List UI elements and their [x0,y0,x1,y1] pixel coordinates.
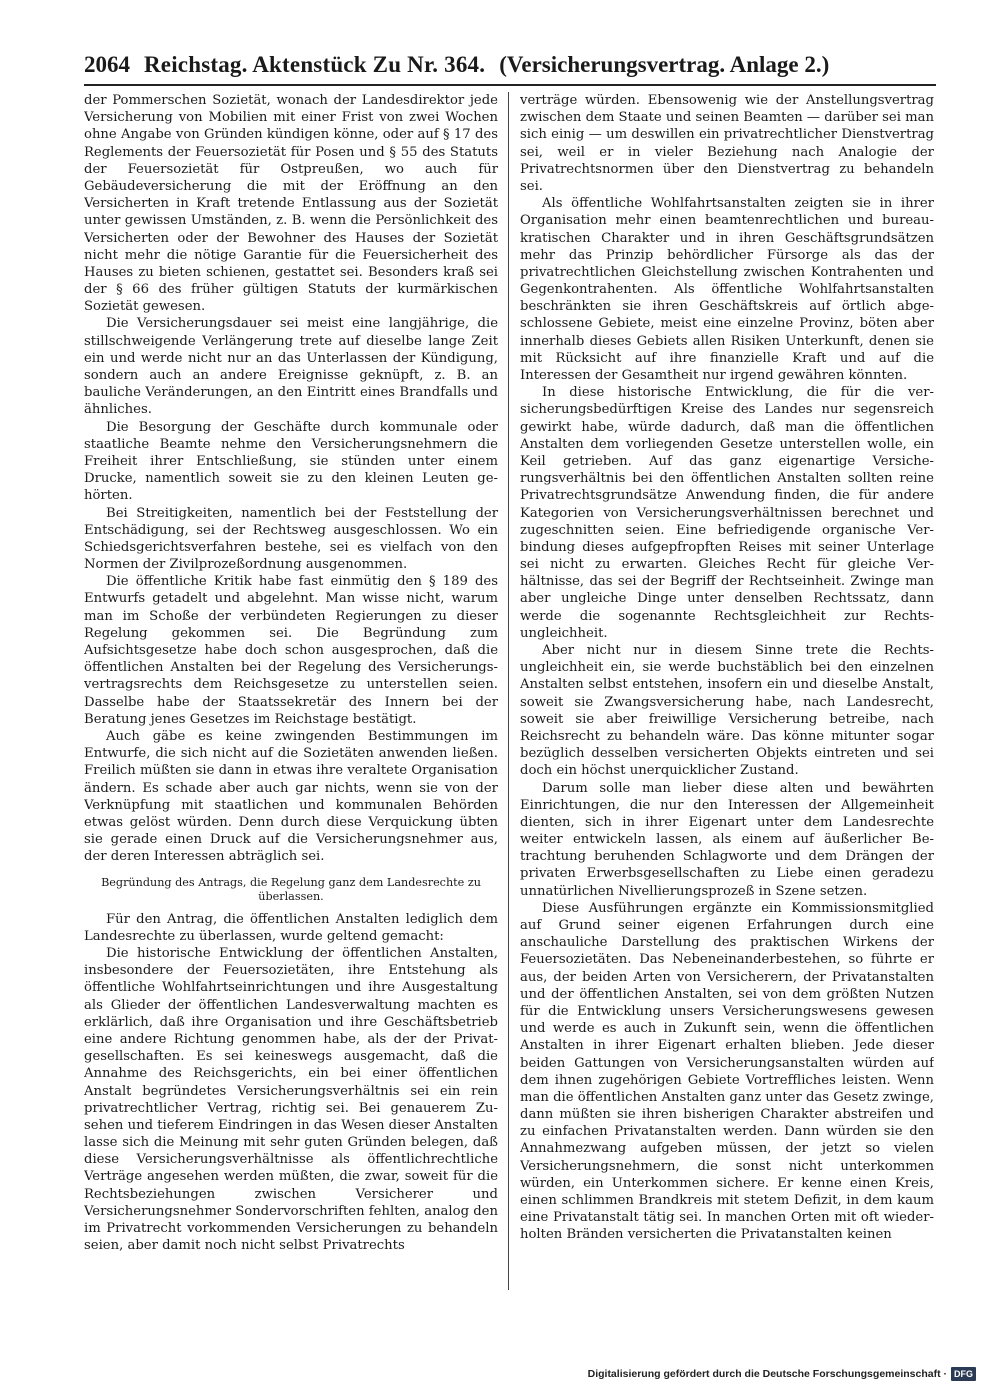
paragraph: der Pommerschen Sozietät, wonach der Landesdirektor jede Versicherung von Mobilien mit einer Frist von zwei Wochen ohne Angabe von Gründen kündigen könne, oder auf § 17 des Reglements der Feuersozietät für Posen und § 55 des Statuts der Feuersozietät für Ostpreußen, wo auch für Gebäudeversicherung die mit der Eröffnung an den Versicherten in Kraft tretende Entlassung aus der Sozietät unter gewissen Umständen, z. B. wenn die Persönlichkeit des Versicherten oder der Bewohner des Hauses der Sozietät nicht mehr die nötige Garantie für die Feuersicherheit des Hauses zu bieten schienen, gestattet sei. Besonders kraß sei der § 66 des früher gültigen Statuts der kurmärkischen Sozietät gewesen. [84,93,498,315]
header-title: Reichstag. Aktenstück Zu Nr. 364. [144,52,486,77]
paragraph: Bei Streitigkeiten, namentlich bei der Feststellung der Entschädigung, sei der Rechtsweg ausgeschlossen. Wo ein Schiedsgerichtsverfahren bestehe, sei es vielfach von den Normen der Zivilprozeßordnung ausgenommen. [84,505,498,573]
paragraph: Die Besorgung der Geschäfte durch kommunale oder staatliche Beamte nehme den Versicherungsnehmern die Freiheit ihrer Entschließung, sie stünden unter einem Drucke, namentlich soweit sie zu den kleinen Leuten gehörten. [84,419,498,504]
paragraph: Die öffentliche Kritik habe fast einmütig den § 189 des Entwurfs getadelt und abgelehnt. Man wisse nicht, warum man im Schoße der verbündeten Regierungen zu dieser Regelung gekommen sei. Die Begründung zum Aufsichtsgesetze habe doch schon ausgesprochen, daß die öffentlichen Anstalten bei der Regelung des Versicherungsvertragsrechts dem Reichsgesetze zu unterstellen seien. Dasselbe habe der Staatssekretär des Innern bei der Beratung jenes Gesetzes im Reichstage bestätigt. [84,574,498,727]
paragraph: Als öffentliche Wohlfahrtsanstalten zeigten sie in ihrer Organisation mehr einen beamtenrechtlichen und bureaukratischen Charakter und in ihren Geschäftsgrundsätzen mehr das Prinzip behördlicher Fürsorge als das der privatrechtlichen Gleichstellung zwischen Kontrahenten und Gegenkontrahenten. Als öffentliche Wohlfahrtsanstalten beschränkten sie ihren Geschäftskreis auf örtlich abgeschlossene Gebiete, meist eine einzelne Provinz, böten aber innerhalb dieses Gebiets allen Risiken Unterkunft, denen sie mit Rücksicht auf ihre finanzielle Kraft und auf die Interessen der Gesamtheit nur irgend gewähren könnten. [520,196,934,383]
paragraph: In diese historische Entwicklung, die für die versicherungsbedürftigen Kreise des Landes nur segensreich gewirkt habe, würde dadurch, daß man die öffentlichen Anstalten dem vorliegenden Gesetze unterstellen wolle, ein Keil getrieben. Auf das ganz eigenartige Versicherungsverhältnis bei den öffentlichen Anstalten sollten reine Privatrechtsgrundsätze Anwendung finden, die für andere Kategorien von Versicherungsverhältnissen berechnet und zugeschnitten seien. Eine befriedigende organische Verbindung dieses aufgepfropften Reises mit seiner Unterlage sei nicht zu erwarten. Gleiches Recht für gleiche Verhältnisse, das sei der Begriff der Rechtseinheit. Zwinge man aber ungleiche Dinge unter denselben Rechtssatz, dann werde die sogenannte Rechtsgleichheit zur Rechtsungleichheit. [520,385,934,641]
paragraph: Für den Antrag, die öffentlichen Anstalten lediglich dem Landesrechte zu überlassen, wurde geltend gemacht: [84,911,498,944]
paragraph: Auch gäbe es keine zwingenden Bestimmungen im Entwurfe, die sich nicht auf die Sozietäten anwenden ließen. Freilich müßten sie dann in etwas ihre veraltete Organisation ändern. Es schade aber auch gar nichts, wenn sie von der Verknüpfung mit staatlichen und kommunalen Behörden etwas gelöst würden. Denn durch diese Verquickung übten sie gerade einen Druck auf die Versicherungsnehmer aus, der deren Interessen abträglich sei. [84,728,498,865]
paragraph: Diese Ausführungen ergänzte ein Kommissionsmitglied auf Grund seiner eigenen Erfahrungen durch eine anschauliche Darstellung des praktischen Wirkens der Feuersozietäten. Das Nebeneinanderbestehen, so führte er aus, der beiden Arten von Versicherern, der Privatanstalten und der öffentlichen Anstalten, sei von dem größten Nutzen für die Entwicklung unsers Versicherungswesens gewesen und werde es auch in Zukunft sein, wenn die öffentlichen Anstalten in ihrer Eigenart erhalten blieben. Jede dieser beiden Gattungen von Versicherungsanstalten würden auf dem ihnen zugehörigen Gebiete Vortreffliches leisten. Wenn man die öffentlichen Anstalten ganz unter das Gesetz zwinge, dann müßten sie ihren bisherigen Charakter abstreifen und zu einfachen Privatanstalten werden. Dann würden sie den Annahmezwang aufgeben müssen, der jetzt so vielen Versicherungsnehmern, die sonst nicht unterkommen würden, ein Unterkommen sichere. Er kenne einen Kreis, einen schlimmen Brandkreis mit stetem Defizit, in dem kaum eine Privatanstalt tätig sei. In manchen Orten mit oft wiederholten Bränden versicherten die Privatanstalten keinen [520,900,934,1243]
paragraph: verträge würden. Ebensowenig wie der Anstellungsvertrag zwischen dem Staate und seinen Beamten — darüber sei man sich einig — um deswillen ein privatrechtlicher Dienstvertrag sei, weil er in vieler Beziehung nach Analogie der Privatrechtsnormen über den Dienstvertrag zu behandeln sei. [520,93,934,194]
digitization-credit [588,1366,976,1382]
column-separator [508,92,509,1290]
header-rule [84,84,936,86]
paragraph: Die Versicherungsdauer sei meist eine langjährige, die stillschweigende Verlängerung trete auf dieselbe lange Zeit ein und werde nicht nur an das Unterlassen der Kündigung, sondern auch an andere Ereignisse geknüpft, z. B. an bauliche Veränderungen, an den Eintritt eines Brandfalls und ähnliches. [84,316,498,418]
paragraph: Darum solle man lieber diese alten und bewährten Einrichtungen, die nur den Interessen der Allgemeinheit dienten, sich in ihrer Eigenart unter dem Landesrechte weiter entwickeln lassen, als einem auf äußerlicher Betrachtung beruhenden Schlagworte und dem Drängen der privaten Erwerbsgesellschaften zu Liebe einen geradezu unnatürlichen Nivellierungsprozeß in Szene setzen. [520,780,934,899]
footer-text: Digitalisierung gefördert durch die Deutsche Forschungsgemeinschaft · [587,1368,947,1380]
page-header [84,50,936,80]
paragraph: Die historische Entwicklung der öffentlichen Anstalten, insbesondere der Feuersozietäten, ihre Entstehung als öffentliche Wohlfahrtseinrichtungen und ihre Ausgestaltung als Glieder der öffentlichen Landesverwaltung machten es erklärlich, daß ihre Organisation und ihre Geschäftsbetrieb eine andere Richtung genommen habe, als der der Privatgesellschaften. Es sei keineswegs ausgemacht, daß die Annahme des Reichsgerichts, ein bei einer öffentlichen Anstalt begründetes Versicherungsverhältnis sei ein rein privatrechtlicher Vertrag, richtig sei. Bei genauerem Zusehen und tieferem Eindringen in das Wesen dieser Anstalten lasse sich die Meinung mit sehr guten Gründen belegen, daß diese Versicherungsverhältnisse als öffentlichrechtliche Verträge angesehen werden müßten, die zwar, soweit für die Rechtsbeziehungen zwischen Versicherer und Versicherungsnehmer Sondervorschriften fehlten, analog den im Privatrecht vorkommenden Versicherungen zu behandeln seien, aber damit noch nicht selbst Privatrechts [84,946,498,1254]
page-number: 2064 [84,52,130,77]
right-column [520,92,934,1292]
paragraph: Aber nicht nur in diesem Sinne trete die Rechtsungleichheit ein, sie werde buchstäblich bei den einzelnen Anstalten selbst entstehen, insofern ein und dieselbe Anstalt, soweit sie Zwangsversicherung habe, nach Landesrecht, soweit sie aber freiwillige Versicherung betreibe, nach Reichsrecht zu behandeln wäre. Das könne mitunter sogar bezüglich desselben versicherten Objekts eintreten und sei doch ein höchst unerquicklicher Zustand. [520,643,934,779]
header-subtitle: (Versicherungsvertrag. Anlage 2.) [499,52,830,77]
left-column [84,92,498,1292]
dfg-logo-icon: DFG [951,1367,976,1381]
section-heading: Begründung des Antrags, die Regelung ganz dem Landesrechte zu überlassen. [101,876,481,904]
